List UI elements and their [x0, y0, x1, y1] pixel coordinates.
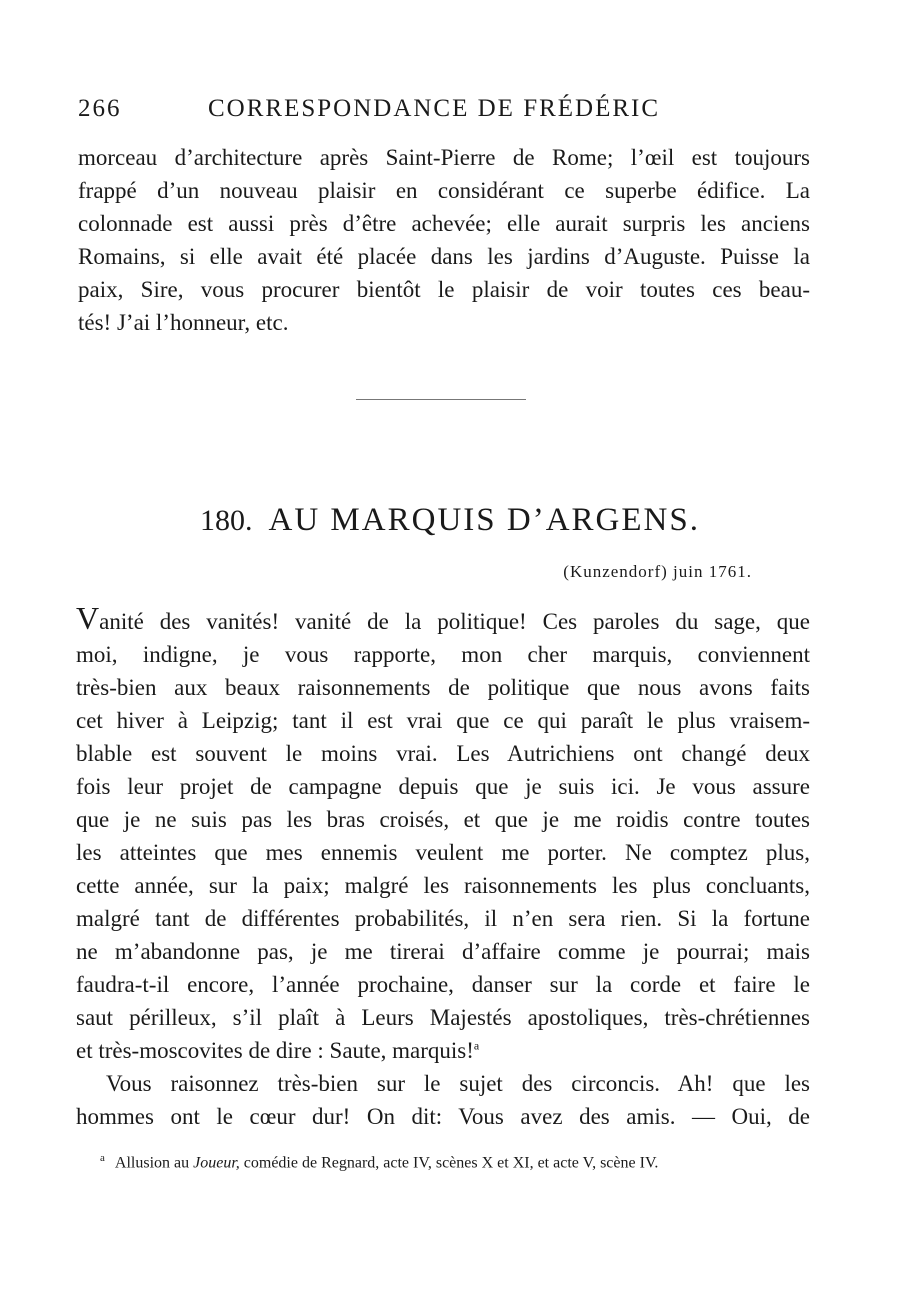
footnote-marker: a [100, 1152, 105, 1164]
continuation-paragraph [78, 141, 810, 339]
text-line: faudra-t-il encore, l’année prochaine, danser sur la corde et faire le [76, 972, 810, 997]
letter-body [76, 600, 810, 1133]
text-line: fois leur projet de campagne depuis que je suis ici. Je vous assure [76, 774, 810, 799]
text-line: ne m’abandonne pas, je me tirerai d’affaire comme je pourrai; mais [76, 939, 810, 964]
footnote-text-before: Allusion au [114, 1154, 190, 1172]
text-line: Vous raisonnez très-bien sur le sujet des circoncis. Ah! que les [106, 1071, 810, 1096]
letter-dateline: (Kunzendorf) juin 1761. [563, 562, 752, 581]
running-title: CORRESPONDANCE DE FRÉDÉRIC [208, 95, 661, 122]
page-number: 266 [78, 95, 122, 122]
letter-heading [0, 502, 900, 539]
text-line: malgré tant de différentes probabilités, il n’en sera rien. Si la fortune [76, 906, 810, 931]
footnote-text-after: comédie de Regnard, acte IV, scènes X et XI, et acte V, scène IV. [243, 1154, 659, 1172]
section-divider [356, 399, 526, 400]
footnote [100, 1152, 790, 1172]
text-line: Romains, si elle avait été placée dans les jardins d’Auguste. Puisse la [78, 244, 810, 269]
drop-cap: V [76, 600, 100, 636]
text-line: cet hiver à Leipzig; tant il est vrai que ce qui paraît le plus vraisem- [76, 708, 810, 733]
footnote-reference[interactable]: a [473, 1038, 480, 1053]
text-line: tés! J’ai l’honneur, etc. [78, 310, 289, 335]
text-line [76, 600, 810, 638]
text-line: moi, indigne, je vous rapporte, mon cher marquis, conviennent [76, 642, 810, 667]
text-line: cette année, sur la paix; malgré les raisonnements les plus concluants, [76, 873, 810, 898]
text-line: les atteintes que mes ennemis veulent me porter. Ne comptez plus, [76, 840, 810, 865]
text-line: paix, Sire, vous procurer bientôt le plaisir de voir toutes ces beau- [78, 277, 810, 302]
letter-number: 180. [200, 504, 253, 537]
page-header [78, 95, 818, 129]
text-line-content: anité des vanités! vanité de la politique! Ces paroles du sage, que [99, 609, 810, 634]
letter-title: AU MARQUIS D’ARGENS. [268, 502, 700, 538]
text-line: saut périlleux, s’il plaît à Leurs Majestés apostoliques, très-chrétiennes [76, 1005, 810, 1030]
text-line: frappé d’un nouveau plaisir en considérant ce superbe édifice. La [78, 178, 810, 203]
text-line-content: et très-moscovites de dire : Saute, marquis! [76, 1038, 474, 1063]
text-line [76, 1034, 810, 1067]
text-line: hommes ont le cœur dur! On dit: Vous avez des amis. — Oui, de [76, 1104, 810, 1129]
text-line: morceau d’architecture après Saint-Pierre de Rome; l’œil est toujours [78, 145, 810, 170]
text-line: que je ne suis pas les bras croisés, et que je me roidis contre toutes [76, 807, 810, 832]
text-line: blable est souvent le moins vrai. Les Autrichiens ont changé deux [76, 741, 810, 766]
text-line: très-bien aux beaux raisonnements de politique que nous avons faits [76, 675, 810, 700]
text-line: colonnade est aussi près d’être achevée; elle aurait surpris les anciens [78, 211, 810, 236]
footnote-italic-title: Joueur, [193, 1154, 240, 1172]
